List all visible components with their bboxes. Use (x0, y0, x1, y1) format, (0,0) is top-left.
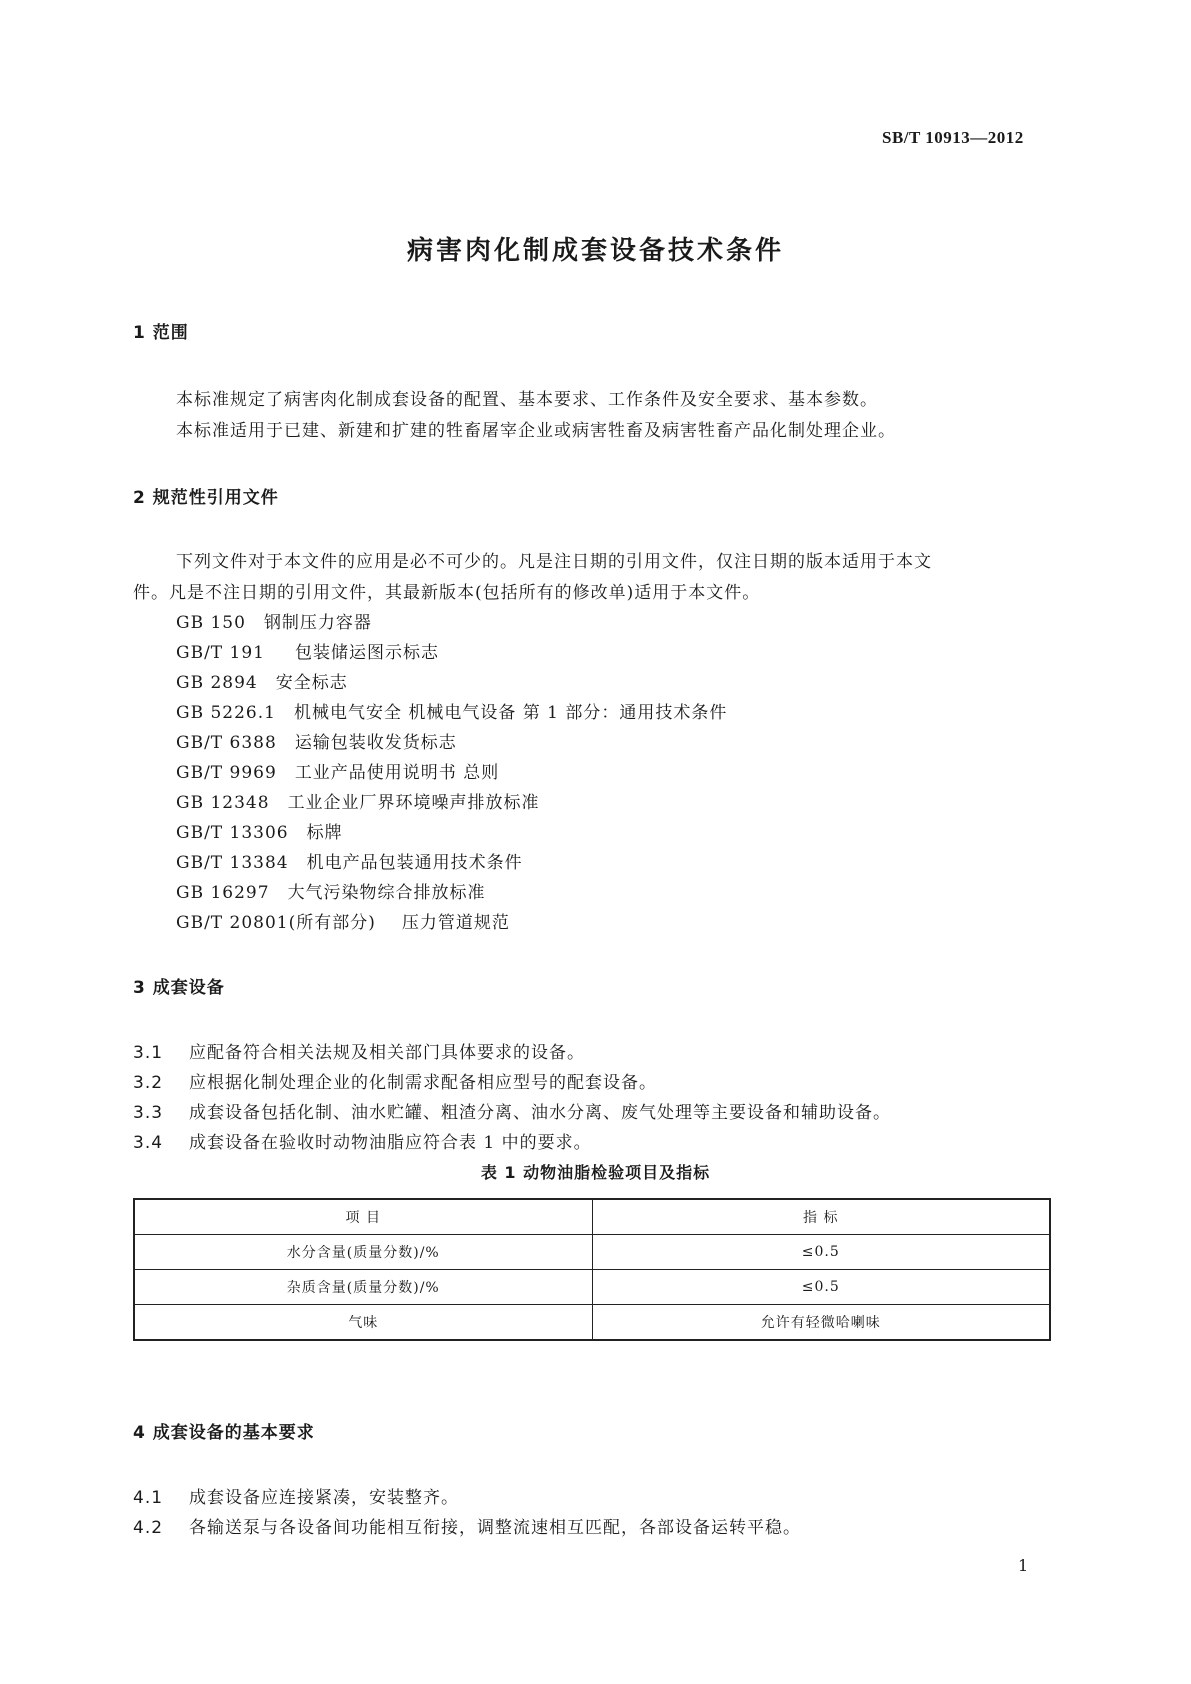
document-title: 病害肉化制成套设备技术条件 (406, 236, 784, 266)
reference-title: 大气污染物综合排放标准 (287, 883, 486, 903)
clause-number: 4.1 (133, 1488, 164, 1508)
clause-number: 3.2 (133, 1073, 164, 1093)
table-header-cell: 项 目 (134, 1199, 592, 1235)
clause-text: 应根据化制处理企业的化制需求配备相应型号的配套设备。 (189, 1073, 657, 1093)
table-header-row (134, 1199, 1050, 1235)
reference-title: 压力管道规范 (401, 913, 510, 933)
reference-code: GB/T 6388 (176, 733, 277, 753)
reference-item (176, 848, 523, 873)
reference-item (176, 818, 343, 843)
reference-code: GB 16297 (176, 883, 270, 903)
reference-code: GB 150 (176, 613, 246, 633)
reference-code: GB/T 20801(所有部分) (176, 913, 376, 933)
reference-item (176, 788, 540, 813)
clause (133, 1038, 585, 1063)
reference-title: 钢制压力容器 (263, 613, 372, 633)
section-3-heading: 3 成套设备 (133, 978, 225, 998)
reference-title: 安全标志 (275, 673, 348, 693)
reference-item (176, 728, 457, 753)
reference-item (176, 608, 372, 633)
clause (133, 1098, 891, 1123)
section-1-paragraph: 本标准规定了病害肉化制成套设备的配置、基本要求、工作条件及安全要求、基本参数。 (176, 390, 878, 410)
reference-code: GB/T 9969 (176, 763, 277, 783)
section-2-intro: 下列文件对于本文件的应用是必不可少的。凡是注日期的引用文件，仅注日期的版本适用于本文 (176, 552, 932, 572)
standard-code: SB/T 10913—2012 (882, 128, 1024, 147)
clause-number: 3.4 (133, 1133, 164, 1153)
reference-item (176, 698, 727, 723)
table-1-title: 表 1 动物油脂检验项目及指标 (480, 1163, 711, 1182)
section-1-paragraph: 本标准适用于已建、新建和扩建的牲畜屠宰企业或病害牲畜及病害牲畜产品化制处理企业。 (176, 421, 896, 441)
clause-number: 3.3 (133, 1103, 164, 1123)
table-cell: 水分含量(质量分数)/% (134, 1235, 592, 1270)
reference-code: GB/T 13384 (176, 853, 289, 873)
section-4-heading: 4 成套设备的基本要求 (133, 1423, 315, 1443)
reference-title: 包装储运图示标志 (295, 643, 439, 663)
reference-item (176, 908, 510, 933)
reference-title: 机械电气安全 机械电气设备 第 1 部分：通用技术条件 (293, 703, 728, 723)
table-header-cell: 指 标 (592, 1199, 1050, 1235)
table-row (134, 1235, 1050, 1270)
table-cell: 杂质含量(质量分数)/% (134, 1270, 592, 1305)
table-1 (133, 1198, 1051, 1341)
reference-item (176, 638, 439, 663)
section-1-heading: 1 范围 (133, 323, 189, 343)
reference-code: GB 2894 (176, 673, 258, 693)
table-cell: 允许有轻微哈喇味 (592, 1305, 1050, 1341)
reference-title: 工业企业厂界环境噪声排放标准 (287, 793, 540, 813)
clause-text: 成套设备应连接紧凑，安装整齐。 (189, 1488, 459, 1508)
table-row (134, 1305, 1050, 1341)
clause-text: 成套设备包括化制、油水贮罐、粗渣分离、油水分离、废气处理等主要设备和辅助设备。 (189, 1103, 891, 1123)
clause (133, 1068, 657, 1093)
table-row (134, 1270, 1050, 1305)
clause-number: 4.2 (133, 1518, 164, 1538)
page-number: 1 (1018, 1556, 1029, 1575)
clause (133, 1128, 592, 1153)
reference-title: 运输包装收发货标志 (294, 733, 457, 753)
table-cell: ≤0.5 (592, 1270, 1050, 1305)
reference-title: 标牌 (306, 823, 343, 843)
clause-text: 应配备符合相关法规及相关部门具体要求的设备。 (189, 1043, 585, 1063)
reference-item (176, 758, 499, 783)
section-2-intro: 件。凡是不注日期的引用文件，其最新版本(包括所有的修改单)适用于本文件。 (133, 583, 761, 603)
clause (133, 1483, 459, 1508)
reference-item (176, 878, 486, 903)
section-2-heading: 2 规范性引用文件 (133, 488, 279, 508)
reference-title: 工业产品使用说明书 总则 (294, 763, 500, 783)
table-cell: 气味 (134, 1305, 592, 1341)
reference-code: GB 5226.1 (176, 703, 276, 723)
clause-text: 成套设备在验收时动物油脂应符合表 1 中的要求。 (189, 1133, 592, 1153)
reference-item (176, 668, 348, 693)
table-cell: ≤0.5 (592, 1235, 1050, 1270)
reference-code: GB 12348 (176, 793, 270, 813)
reference-code: GB/T 13306 (176, 823, 289, 843)
clause (133, 1513, 801, 1538)
reference-title: 机电产品包装通用技术条件 (306, 853, 523, 873)
reference-code: GB/T 191 (176, 643, 265, 663)
clause-text: 各输送泵与各设备间功能相互衔接，调整流速相互匹配，各部设备运转平稳。 (189, 1518, 801, 1538)
clause-number: 3.1 (133, 1043, 164, 1063)
